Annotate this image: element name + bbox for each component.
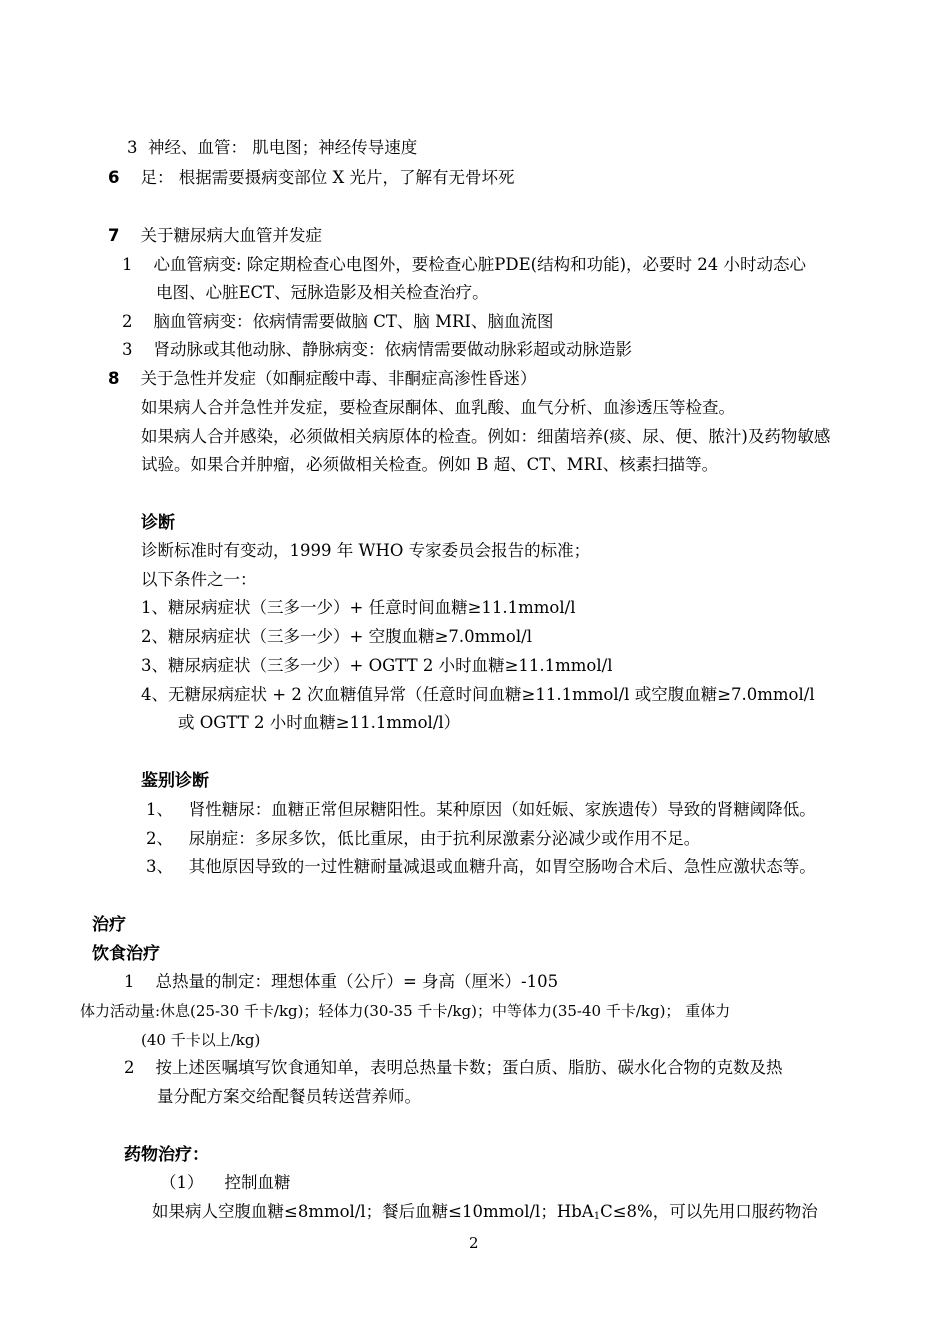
item-number: 3、 [146,857,173,876]
item-number: 8 [108,369,120,388]
differential-item-2 [146,828,700,850]
item-number: 1 [122,255,133,274]
section-7-heading [108,225,322,247]
item-text-cont: C≤8%，可以先用口服药物治 [600,1202,818,1221]
diet-item-1 [124,971,558,993]
item-text: 肾性糖尿：血糖正常但尿糖阳性。某种原因（如妊娠、家族遗传）导致的肾糖阈降低。 [188,800,816,819]
diagnosis-criterion-3: 3、糖尿病症状（三多一少）+ OGTT 2 小时血糖≥11.1mmol/l [141,656,613,675]
item-text: 足： 根据需要摄病变部位 X 光片，了解有无骨坏死 [140,168,515,187]
item-text: 关于糖尿病大血管并发症 [140,226,322,245]
item-text: 心血管病变: 除定期检查心电图外，要检查心脏PDE(结构和功能)，必要时 24 小时动态心 [153,255,807,274]
item-number: 7 [108,226,120,245]
drug-item-1 [160,1172,290,1194]
item-text: 如果病人空腹血糖≤8mmol/l；餐后血糖≤10mmol/l；HbA [152,1202,594,1221]
item-text: 按上述医嘱填写饮食通知单，表明总热量卡数；蛋白质、脂肪、碳水化合物的克数及热 [155,1058,783,1077]
drug-therapy-heading: 药物治疗： [124,1145,209,1165]
infection-text [141,426,830,448]
page-number: 2 [469,1234,479,1252]
diagnosis-conditions-intro: 以下条件之一： [141,570,257,589]
item-number: 1、 [146,800,173,819]
diet-item-2 [124,1057,782,1079]
differential-diagnosis-heading: 鉴别诊断 [141,771,209,791]
item-text: 总热量的制定：理想体重（公斤）= 身高（厘米）-105 [155,972,559,991]
item-number: 3 [122,340,133,359]
diagnosis-criterion-4: 4、无糖尿病症状 + 2 次血糖值异常（任意时间血糖≥11.1mmol/l 或空腹血糖≥7.0mmol/l [141,685,815,704]
item-number: （1） [160,1173,204,1192]
item-number: 3 [127,138,138,157]
acute-complication-text [141,397,735,419]
activity-level-text: 体力活动量:休息(25-30 千卡/kg)；轻体力(30-35 千卡/kg)；中等体力(35-40 千卡/kg)； 重体力 [80,1002,731,1020]
item-number: 2、 [146,829,173,848]
diet-therapy-heading: 饮食治疗 [92,944,160,964]
item-number: 1 [124,972,135,991]
item-number: 6 [108,168,120,187]
activity-level-text-cont: (40 千卡以上/kg) [141,1031,261,1049]
macrovascular-item-cardio-cont [156,282,489,304]
differential-item-1 [146,799,816,821]
item-text: 尿崩症：多尿多饮，低比重尿，由于抗利尿激素分泌减少或作用不足。 [188,829,701,848]
item-number: 2 [122,312,133,331]
item-text: 肾动脉或其他动脉、静脉病变：依病情需要做动脉彩超或动脉造影 [153,340,632,359]
item-text: 试验。如果合并肿瘤，必须做相关检查。例如 B 超、CT、MRI、核素扫描等。 [141,455,719,474]
item-text: 其他原因导致的一过性糖耐量减退或血糖升高，如胃空肠吻合术后、急性应激状态等。 [188,857,816,876]
exam-item-nerve-vessel [127,137,417,159]
item-text: 神经、血管： 肌电图；神经传导速度 [148,138,418,157]
item-number: 2 [124,1058,135,1077]
diagnosis-criterion-4-cont: 或 OGTT 2 小时血糖≥11.1mmol/l） [178,713,461,732]
item-text: 关于急性并发症（如酮症酸中毒、非酮症高渗性昏迷） [140,369,537,388]
infection-text-cont [141,454,718,476]
item-text: 控制血糖 [224,1173,291,1192]
diet-item-2-cont: 量分配方案交给配餐员转送营养师。 [157,1087,421,1106]
diagnosis-heading: 诊断 [141,513,175,533]
section-8-heading [108,368,536,390]
item-text: 如果病人合并感染，必须做相关病原体的检查。例如：细菌培养(痰、尿、便、脓汁)及药物敏感 [141,427,831,446]
macrovascular-item-cerebro [122,311,553,333]
subscript: 1 [593,1211,601,1222]
macrovascular-item-renal [122,339,632,361]
macrovascular-item-cardio [122,254,806,276]
item-text: 脑血管病变：依病情需要做脑 CT、脑 MRI、脑血流图 [153,312,554,331]
exam-item-foot [108,167,514,189]
item-text: 电图、心脏ECT、冠脉造影及相关检查治疗。 [156,283,489,302]
differential-item-3 [146,856,816,878]
diagnosis-criterion-1: 1、糖尿病症状（三多一少）+ 任意时间血糖≥11.1mmol/l [141,598,576,617]
item-text: 如果病人合并急性并发症，要检查尿酮体、血乳酸、血气分析、血渗透压等检查。 [141,398,735,417]
diagnosis-intro: 诊断标准时有变动，1999 年 WHO 专家委员会报告的标准； [141,541,591,560]
treatment-heading: 治疗 [92,915,126,935]
glucose-control-criteria [152,1201,818,1228]
diagnosis-criterion-2: 2、糖尿病症状（三多一少）+ 空腹血糖≥7.0mmol/l [141,627,532,646]
